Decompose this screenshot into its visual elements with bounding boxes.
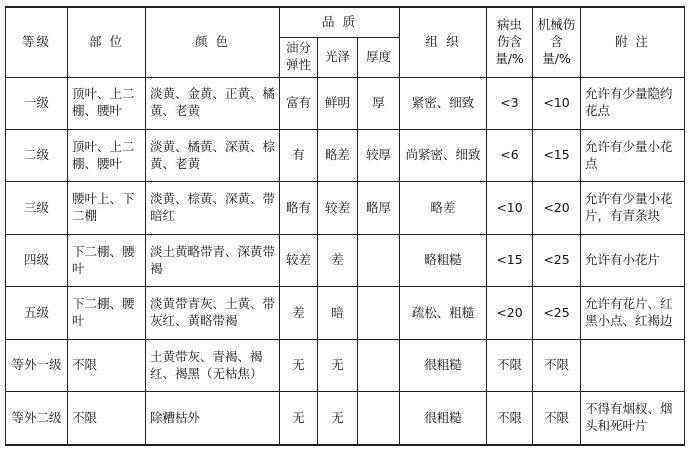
part-cell: 下二棚、腰叶	[68, 287, 146, 339]
oil-elasticity-cell: 无	[280, 339, 318, 391]
note-cell: 允许有小花片	[581, 234, 685, 286]
thickness-cell	[358, 234, 400, 286]
part-cell: 下二棚、腰叶	[68, 234, 146, 286]
table-row	[6, 287, 685, 339]
header-quality: 品 质	[280, 7, 400, 37]
part-cell: 顶叶、上二棚、腰叶	[68, 77, 146, 129]
oil-elasticity-cell: 略有	[280, 182, 318, 234]
header-color: 颜 色	[146, 7, 280, 77]
pest-damage-cell: <6	[487, 129, 533, 181]
pest-damage-cell: <20	[487, 287, 533, 339]
grade-cell: 二级	[6, 129, 68, 181]
table-row	[6, 182, 685, 234]
table-row	[6, 234, 685, 286]
mechanical-damage-cell: <20	[533, 182, 581, 234]
header-pest-damage: 病虫伤含量/%	[487, 7, 533, 77]
table-body	[6, 77, 685, 445]
color-cell: 淡黄、橘黄、深黄、棕黄、老黄	[146, 129, 280, 181]
header-thickness: 厚度	[358, 37, 400, 77]
oil-elasticity-cell: 较差	[280, 234, 318, 286]
header-texture: 组 织	[400, 7, 487, 77]
mechanical-damage-cell: <25	[533, 234, 581, 286]
table-header	[6, 7, 685, 77]
mechanical-damage-cell: <25	[533, 287, 581, 339]
thickness-cell: 略厚	[358, 182, 400, 234]
note-cell: 允许有花片、红黑小点、红褐边	[581, 287, 685, 339]
grade-cell: 等外二级	[6, 392, 68, 445]
table-row	[6, 339, 685, 391]
texture-cell: 紧密、细致	[400, 77, 487, 129]
grade-cell: 一级	[6, 77, 68, 129]
part-cell: 不限	[68, 339, 146, 391]
header-part: 部 位	[68, 7, 146, 77]
color-cell: 土黄带灰、青褐、褐红、褐黑（无枯焦）	[146, 339, 280, 391]
pest-damage-cell: 不限	[487, 392, 533, 445]
oil-elasticity-cell: 有	[280, 129, 318, 181]
thickness-cell	[358, 339, 400, 391]
oil-elasticity-cell: 无	[280, 392, 318, 445]
note-cell: 不得有烟杈、烟头和死叶片	[581, 392, 685, 445]
header-note: 附 注	[581, 7, 685, 77]
note-cell	[581, 339, 685, 391]
color-cell: 除糟枯外	[146, 392, 280, 445]
texture-cell: 略粗糙	[400, 234, 487, 286]
oil-elasticity-cell: 富有	[280, 77, 318, 129]
luster-cell: 略差	[318, 129, 358, 181]
luster-cell: 无	[318, 339, 358, 391]
note-cell: 允许有少量小花片，有青条块	[581, 182, 685, 234]
grade-cell: 三级	[6, 182, 68, 234]
thickness-cell: 厚	[358, 77, 400, 129]
luster-cell: 较差	[318, 182, 358, 234]
table-row	[6, 77, 685, 129]
color-cell: 淡黄带青灰、土黄、带灰红、黄略带褐	[146, 287, 280, 339]
thickness-cell	[358, 392, 400, 445]
header-luster: 光泽	[318, 37, 358, 77]
grade-cell: 四级	[6, 234, 68, 286]
pest-damage-cell: 不限	[487, 339, 533, 391]
thickness-cell: 较厚	[358, 129, 400, 181]
part-cell: 腰叶上、下二棚	[68, 182, 146, 234]
color-cell: 淡黄、棕黄、深黄、带暗红	[146, 182, 280, 234]
thickness-cell	[358, 287, 400, 339]
note-cell: 允许有少量隐约花点	[581, 77, 685, 129]
header-mechanical-damage: 机械伤含量/%	[533, 7, 581, 77]
texture-cell: 疏松、粗糙	[400, 287, 487, 339]
header-oil-elasticity: 油分弹性	[280, 37, 318, 77]
color-cell: 淡黄、金黄、正黄、橘黄、老黄	[146, 77, 280, 129]
table-row	[6, 392, 685, 445]
header-grade: 等级	[6, 7, 68, 77]
texture-cell: 很粗糙	[400, 392, 487, 445]
part-cell: 顶叶、上二棚、腰叶	[68, 129, 146, 181]
color-cell: 淡土黄略带青、深黄带褐	[146, 234, 280, 286]
mechanical-damage-cell: <10	[533, 77, 581, 129]
tobacco-grade-table	[5, 6, 685, 446]
pest-damage-cell: <3	[487, 77, 533, 129]
pest-damage-cell: <10	[487, 182, 533, 234]
mechanical-damage-cell: 不限	[533, 392, 581, 445]
oil-elasticity-cell: 差	[280, 287, 318, 339]
pest-damage-cell: <15	[487, 234, 533, 286]
luster-cell: 差	[318, 234, 358, 286]
texture-cell: 尚紧密、细致	[400, 129, 487, 181]
luster-cell: 暗	[318, 287, 358, 339]
luster-cell: 无	[318, 392, 358, 445]
grade-cell: 五级	[6, 287, 68, 339]
part-cell: 不限	[68, 392, 146, 445]
luster-cell: 鲜明	[318, 77, 358, 129]
texture-cell: 略差	[400, 182, 487, 234]
mechanical-damage-cell: <15	[533, 129, 581, 181]
table-row	[6, 129, 685, 181]
mechanical-damage-cell: 不限	[533, 339, 581, 391]
texture-cell: 很粗糙	[400, 339, 487, 391]
grade-cell: 等外一级	[6, 339, 68, 391]
note-cell: 允许有少量小花点	[581, 129, 685, 181]
